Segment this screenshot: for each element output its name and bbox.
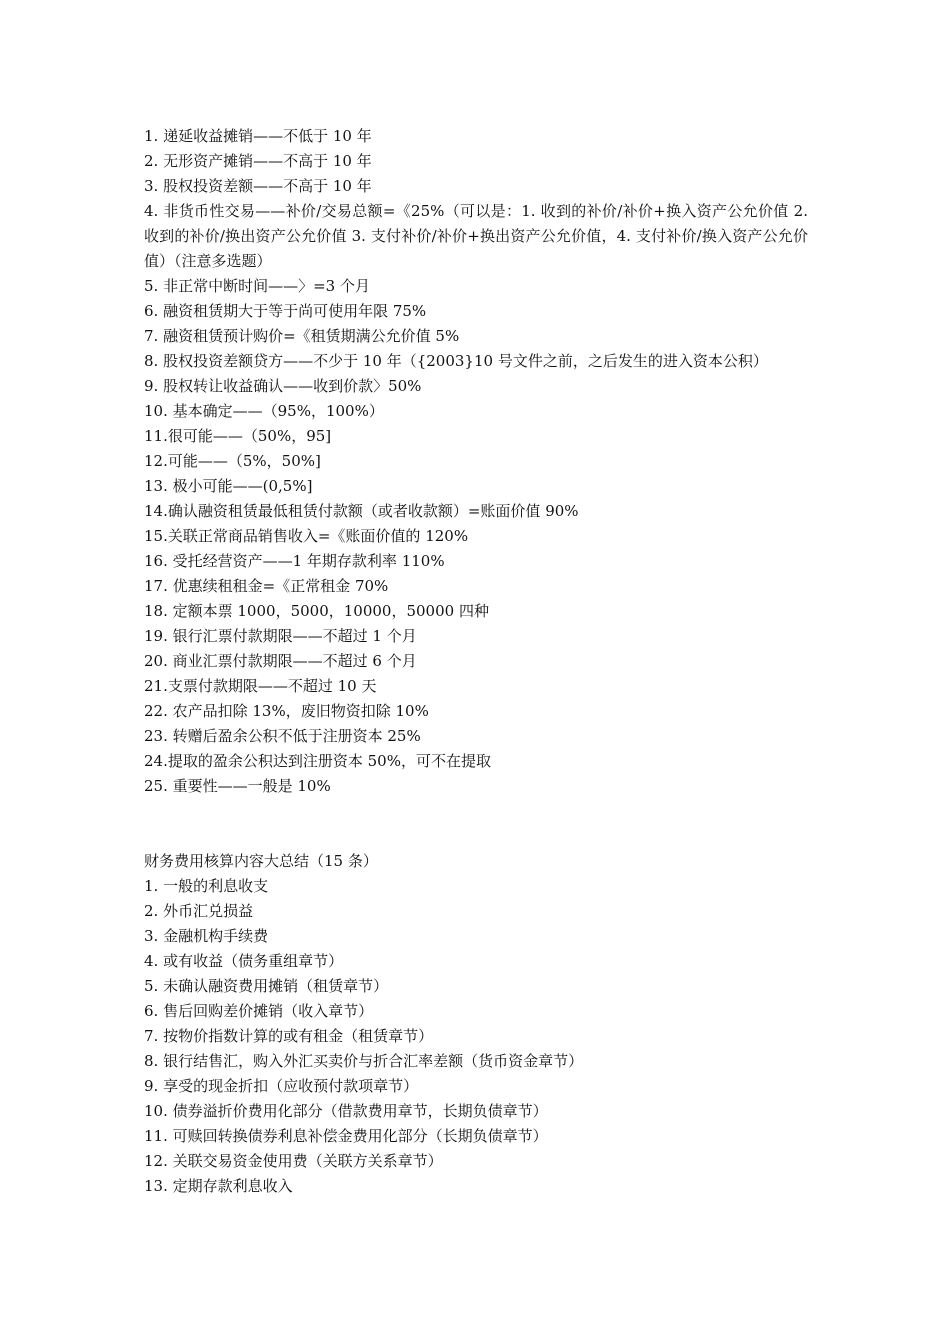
list-item: 10. 基本确定——（95%，100%） — [144, 402, 384, 420]
list-item: 20. 商业汇票付款期限——不超过 6 个月 — [144, 652, 417, 670]
list-item: 2. 外币汇兑损益 — [144, 902, 254, 920]
thresholds-list — [144, 124, 808, 799]
list-item: 1. 递延收益摊销——不低于 10 年 — [144, 127, 372, 145]
list-item: 5. 未确认融资费用摊销（租赁章节） — [144, 977, 389, 995]
section-heading: 财务费用核算内容大总结（15 条） — [144, 852, 378, 870]
list-item: 16. 受托经营资产——1 年期存款利率 110% — [144, 552, 445, 570]
list-item: 9. 享受的现金折扣（应收预付款项章节） — [144, 1077, 419, 1095]
list-item: 5. 非正常中断时间——〉=3 个月 — [144, 277, 370, 295]
list-item: 12. 关联交易资金使用费（关联方关系章节） — [144, 1152, 443, 1170]
list-item: 1. 一般的利息收支 — [144, 877, 269, 895]
list-item: 11.很可能——（50%，95] — [144, 427, 332, 445]
list-item: 19. 银行汇票付款期限——不超过 1 个月 — [144, 627, 417, 645]
document-body — [144, 124, 808, 1199]
list-item: 2. 无形资产摊销——不高于 10 年 — [144, 152, 372, 170]
section-spacer — [144, 799, 808, 849]
list-item: 8. 银行结售汇，购入外汇买卖价与折合汇率差额（货币资金章节） — [144, 1052, 584, 1070]
list-item: 4. 非货币性交易——补价/交易总额=《25%（可以是：1. 收到的补价/补价+换入资产公允价值 2. 收到的补价/换出资产公允价值 3. 支付补价/补价+换出资产公允价值，4. 支付补价/换入资产公允价值）（注意多选题） — [144, 202, 808, 270]
list-item: 21.支票付款期限——不超过 10 天 — [144, 677, 377, 695]
list-item: 11. 可赎回转换债券利息补偿金费用化部分（长期负债章节） — [144, 1127, 548, 1145]
list-item: 23. 转赠后盈余公积不低于注册资本 25% — [144, 727, 421, 745]
list-item: 17. 优惠续租租金=《正常租金 70% — [144, 577, 389, 595]
list-item: 10. 债券溢折价费用化部分（借款费用章节，长期负债章节） — [144, 1102, 548, 1120]
finance-expense-section — [144, 849, 808, 1199]
list-item: 25. 重要性——一般是 10% — [144, 777, 331, 795]
list-item: 8. 股权投资差额贷方——不少于 10 年（{2003}10 号文件之前，之后发生的进入资本公积） — [144, 352, 768, 370]
list-item: 13. 定期存款利息收入 — [144, 1177, 293, 1195]
list-item: 24.提取的盈余公积达到注册资本 50%，可不在提取 — [144, 752, 491, 770]
list-item: 6. 售后回购差价摊销（收入章节） — [144, 1002, 374, 1020]
list-item: 13. 极小可能——(0,5%] — [144, 477, 313, 495]
list-item: 3. 金融机构手续费 — [144, 927, 269, 945]
list-item: 14.确认融资租赁最低租赁付款额（或者收款额）=账面价值 90% — [144, 502, 579, 520]
list-item: 7. 按物价指数计算的或有租金（租赁章节） — [144, 1027, 434, 1045]
list-item: 6. 融资租赁期大于等于尚可使用年限 75% — [144, 302, 427, 320]
list-item: 12.可能——（5%，50%] — [144, 452, 321, 470]
list-item: 22. 农产品扣除 13%，废旧物资扣除 10% — [144, 702, 429, 720]
list-item: 4. 或有收益（债务重组章节） — [144, 952, 344, 970]
list-item: 9. 股权转让收益确认——收到价款〉50% — [144, 377, 422, 395]
list-item: 7. 融资租赁预计购价=《租赁期满公允价值 5% — [144, 327, 460, 345]
list-item: 3. 股权投资差额——不高于 10 年 — [144, 177, 372, 195]
list-item: 18. 定额本票 1000，5000，10000，50000 四种 — [144, 602, 489, 620]
list-item: 15.关联正常商品销售收入=《账面价值的 120% — [144, 527, 469, 545]
